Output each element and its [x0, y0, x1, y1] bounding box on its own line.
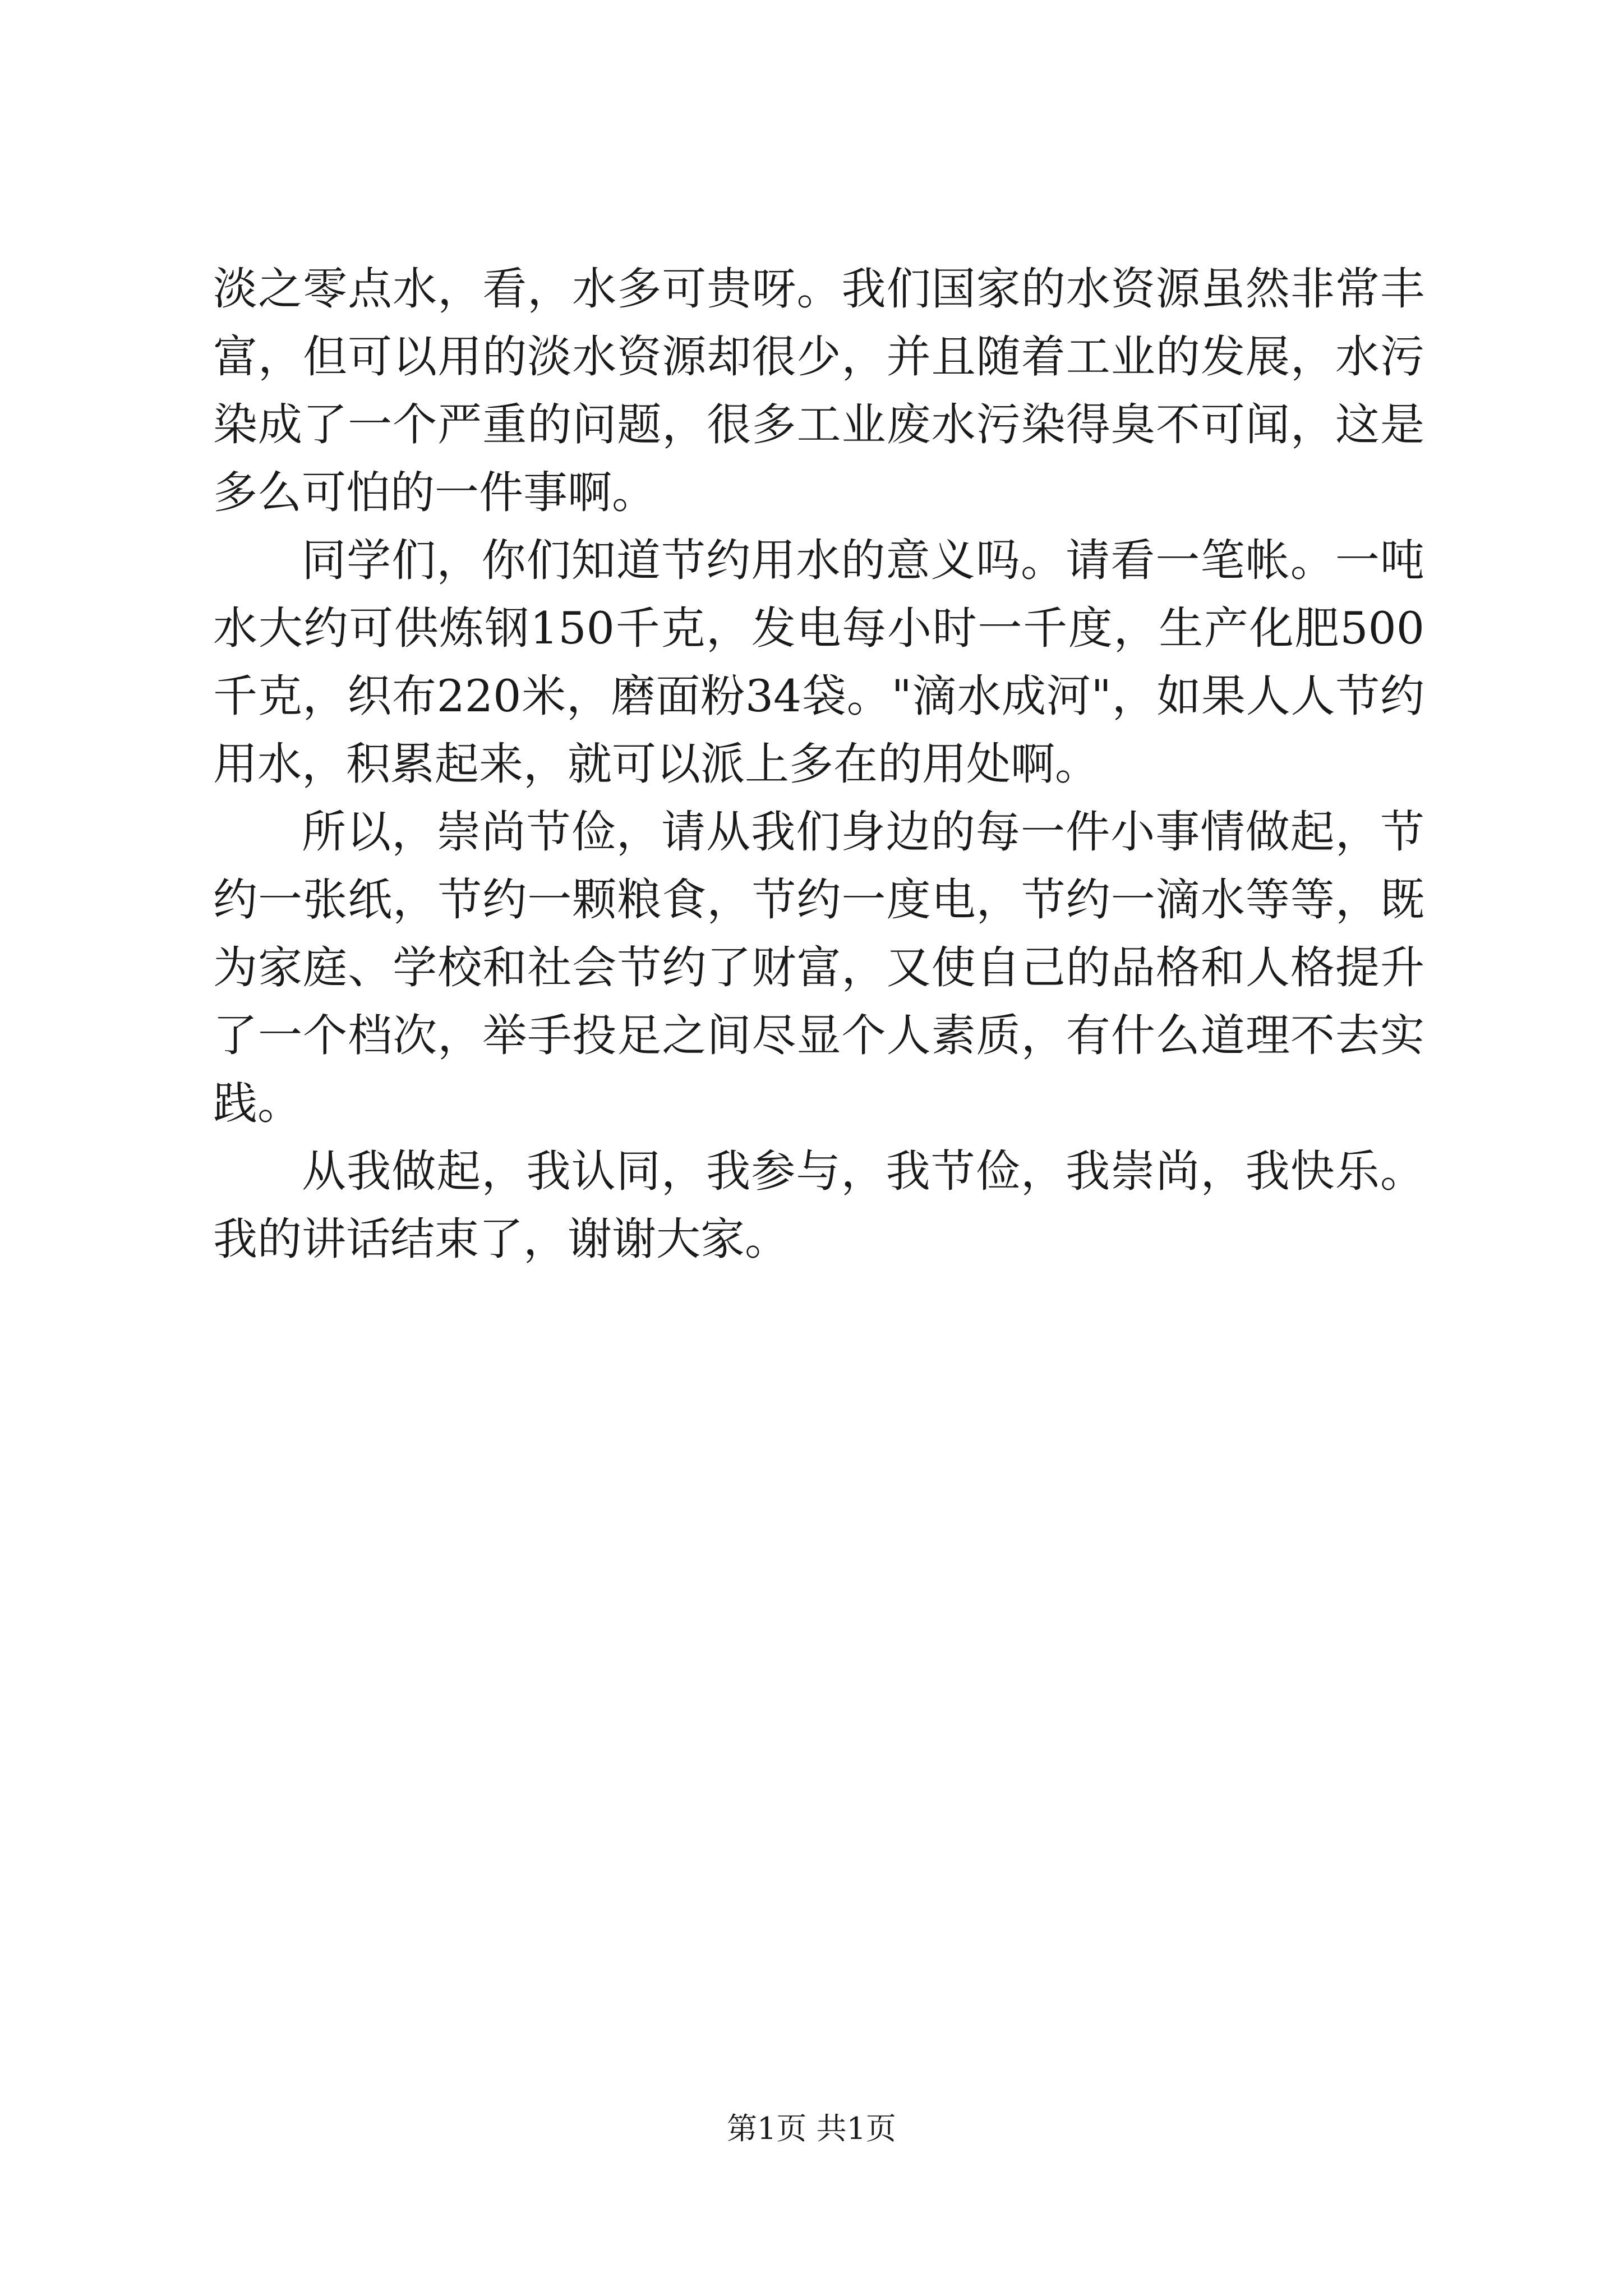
paragraph-closing: 从我做起，我认同，我参与，我节俭，我崇尚，我快乐。我的讲话结束了，谢谢大家。 — [213, 1145, 1424, 1265]
page-number-footer: 第1页 共1页 — [727, 2111, 896, 2146]
paragraph-water-value: 同学们，你们知道节约用水的意义吗。请看一笔帐。一吨水大约可供炼钢150千克，发电每小时一千度，生产化肥500千克，织布220米，磨面粉34袋。"滴水成河"，如果人人节约用水，积累起来，就可以派上多在的用处啊。 — [213, 535, 1424, 790]
paragraph-thrift: 所以，崇尚节俭，请从我们身边的每一件小事情做起，节约一张纸，节约一颗粮食，节约一度电，节约一滴水等等，既为家庭、学校和社会节约了财富，又使自己的品格和人格提升了一个档次，举手投足之间尽显个人素质，有什么道理不去实践。 — [213, 806, 1424, 1129]
paragraph-continued: 淡之零点水，看，水多可贵呀。我们国家的水资源虽然非常丰富，但可以用的淡水资源却很少，并且随着工业的发展，水污染成了一个严重的问题，很多工业废水污染得臭不可闻，这是多么可怕的一件事啊。 — [213, 263, 1424, 518]
document-body — [213, 255, 1424, 1273]
